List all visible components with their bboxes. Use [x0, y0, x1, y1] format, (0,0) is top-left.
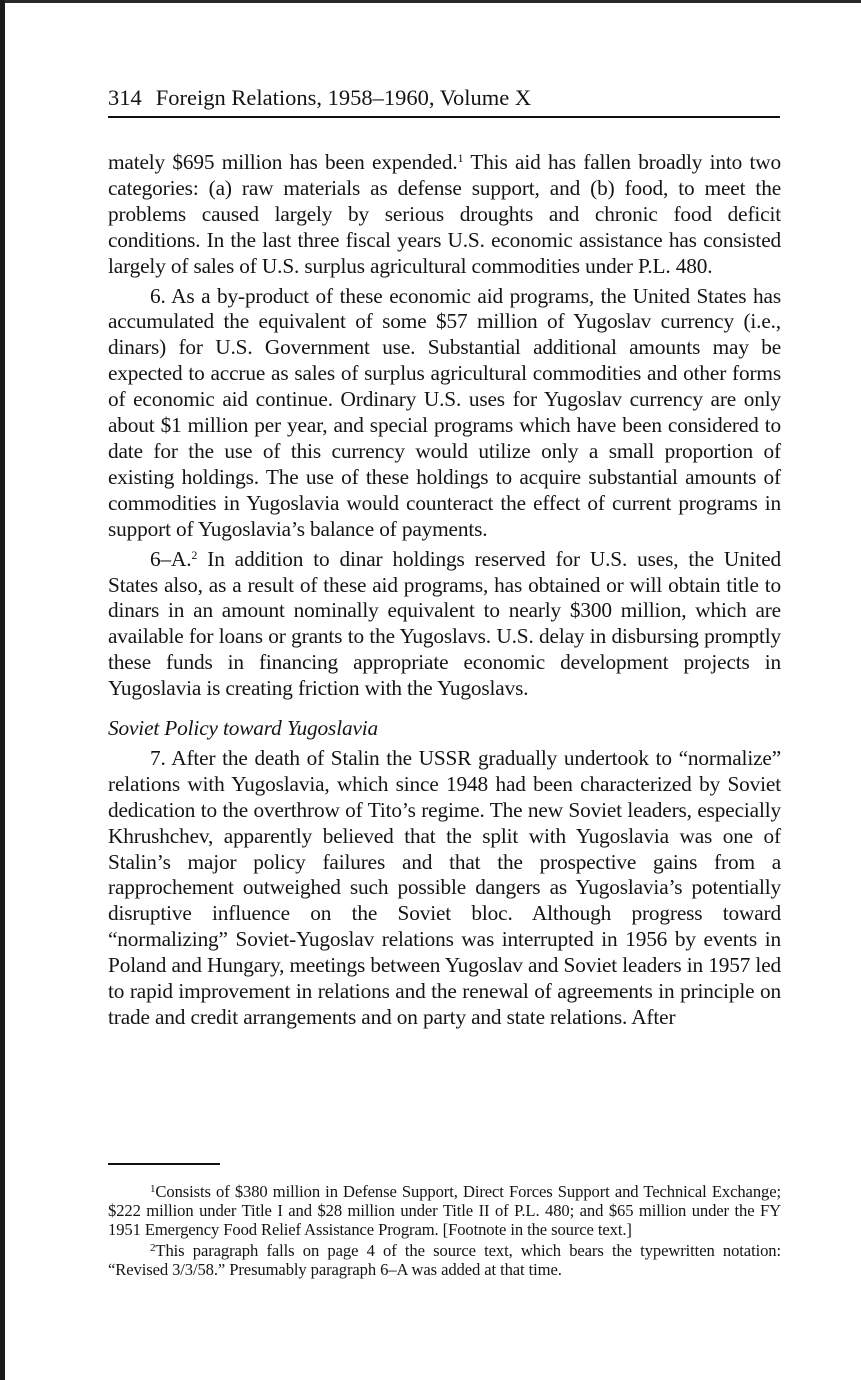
paragraph-6a	[108, 547, 781, 702]
footnote-ref-1[interactable]: 1	[457, 151, 464, 165]
footnote-2	[108, 1241, 781, 1279]
body-text	[108, 150, 781, 1031]
running-title: Foreign Relations, 1958–1960, Volume X	[155, 85, 532, 110]
running-header	[108, 84, 780, 112]
section-heading: Soviet Policy toward Yugoslavia	[108, 716, 379, 741]
paragraph-6: 6. As a by-product of these economic aid programs, the United States has accumulated the equivalent of some $57 million of Yugoslav currency (i.e., dinars) for U.S. Government use. Substantial additional amounts may be expected to accrue as sales of surplus agricultural commodities and other forms of economic aid continue. Ordinary U.S. uses for Yugoslav currency are only about $1 million per year, and special programs which have been considered to date for the use of this currency would utilize only a small proportion of existing holdings. The use of these holdings to acquire substantial amounts of commodities in Yugoslavia would counteract the effect of current programs in support of Yugoslavia’s balance of payments.	[108, 283, 781, 541]
footnote-marker: 2	[150, 1242, 156, 1254]
paragraph-label: 6–A.	[150, 546, 192, 571]
footnote-ref-2[interactable]: 2	[191, 547, 198, 562]
header-rule	[108, 116, 780, 118]
footnotes	[108, 1182, 781, 1281]
paragraph-continuation	[108, 150, 781, 280]
footnote-1	[108, 1182, 781, 1239]
footnote-text: This paragraph falls on page 4 of the source text, which bears the typewritten notation: “Revised 3/3/58.” Presumably paragraph 6–A was added at that time.	[108, 1241, 781, 1279]
paragraph-text: In addition to dinar holdings reserved for U.S. uses, the United States also, as a result of these aid programs, has obtained or will obtain title to dinars in an amount nominally equivalent to nearly $300 million, which are available for loans or grants to the Yugoslavs. U.S. delay in disbursing promptly these funds in financing appropriate economic development projects in Yugoslavia is creating friction with the Yugoslavs.	[108, 546, 781, 701]
footnote-text: Consists of $380 million in Defense Support, Direct Forces Support and Technical Exchange; $222 million under Title I and $28 million under Title II of P.L. 480; and $65 million under the FY 1951 Emergency Food Relief Assistance Program. [Footnote in the source text.]	[108, 1182, 781, 1239]
footnote-rule	[108, 1163, 220, 1165]
footnote-marker: 1	[150, 1183, 156, 1195]
page-number: 314	[108, 85, 142, 110]
scan-left-edge	[0, 0, 5, 1380]
paragraph-7: 7. After the death of Stalin the USSR gradually undertook to “normalize” relations with Yugoslavia, which since 1948 had been characterized by Soviet dedication to the overthrow of Tito’s regime. The new Soviet leaders, especially Khrushchev, apparently believed that the split with Yugoslavia was one of Stalin’s major policy failures and that the prospective gains from a rapprochement outweighed such possible dangers as Yugoslavia’s potentially disruptive influence on the Soviet bloc. Although progress toward “normalizing” Soviet-Yugoslav relations was interrupted in 1956 by events in Poland and Hungary, meetings between Yugoslav and Soviet leaders in 1957 led to rapid improvement in relations and the renewal of agreements in principle on trade and credit arrangements and on party and state relations. After	[108, 745, 781, 1029]
scan-top-edge	[0, 0, 861, 3]
paragraph-text: mately $695 million has been expended.	[108, 150, 458, 174]
paragraph-text: This aid has fallen broadly into two categories: (a) raw materials as defense support, and (b) food, to meet the problems caused largely by serious droughts and chronic food deficit conditions. In the last three fiscal years U.S. economic assistance has consisted largely of sales of U.S. surplus agricultural commodities under P.L. 480.	[108, 150, 782, 278]
